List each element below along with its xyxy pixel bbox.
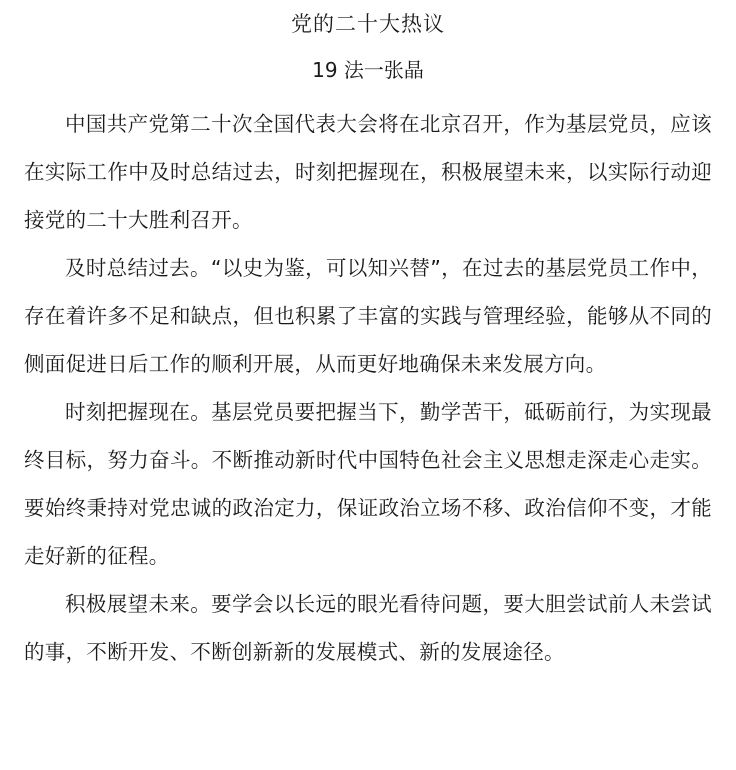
paragraph-past: 及时总结过去。“以史为鉴，可以知兴替”，在过去的基层党员工作中，存在着许多不足和缺点，但也积累了丰富的实践与管理经验，能够从不同的侧面促进日后工作的顺利开展，从而更好地确保未来发展方向。 — [24, 256, 712, 376]
document-title: 党的二十大热议 — [291, 12, 445, 36]
paragraph-intro: 中国共产党第二十次全国代表大会将在北京召开，作为基层党员，应该在实际工作中及时总结过去，时刻把握现在，积极展望未来，以实际行动迎接党的二十大胜利召开。 — [24, 112, 712, 232]
author-line: 19 法一张晶 — [312, 58, 424, 82]
paragraph-present: 时刻把握现在。基层党员要把握当下，勤学苦干，砥砺前行，为实现最终目标，努力奋斗。不断推动新时代中国特色社会主义思想走深走心走实。要始终秉持对党忠诚的政治定力，保证政治立场不移、政治信仰不变，才能走好新的征程。 — [24, 400, 712, 568]
paragraph-future: 积极展望未来。要学会以长远的眼光看待问题，要大胆尝试前人未尝试的事，不断开发、不断创新新的发展模式、新的发展途径。 — [24, 592, 712, 664]
document-body — [24, 100, 712, 676]
